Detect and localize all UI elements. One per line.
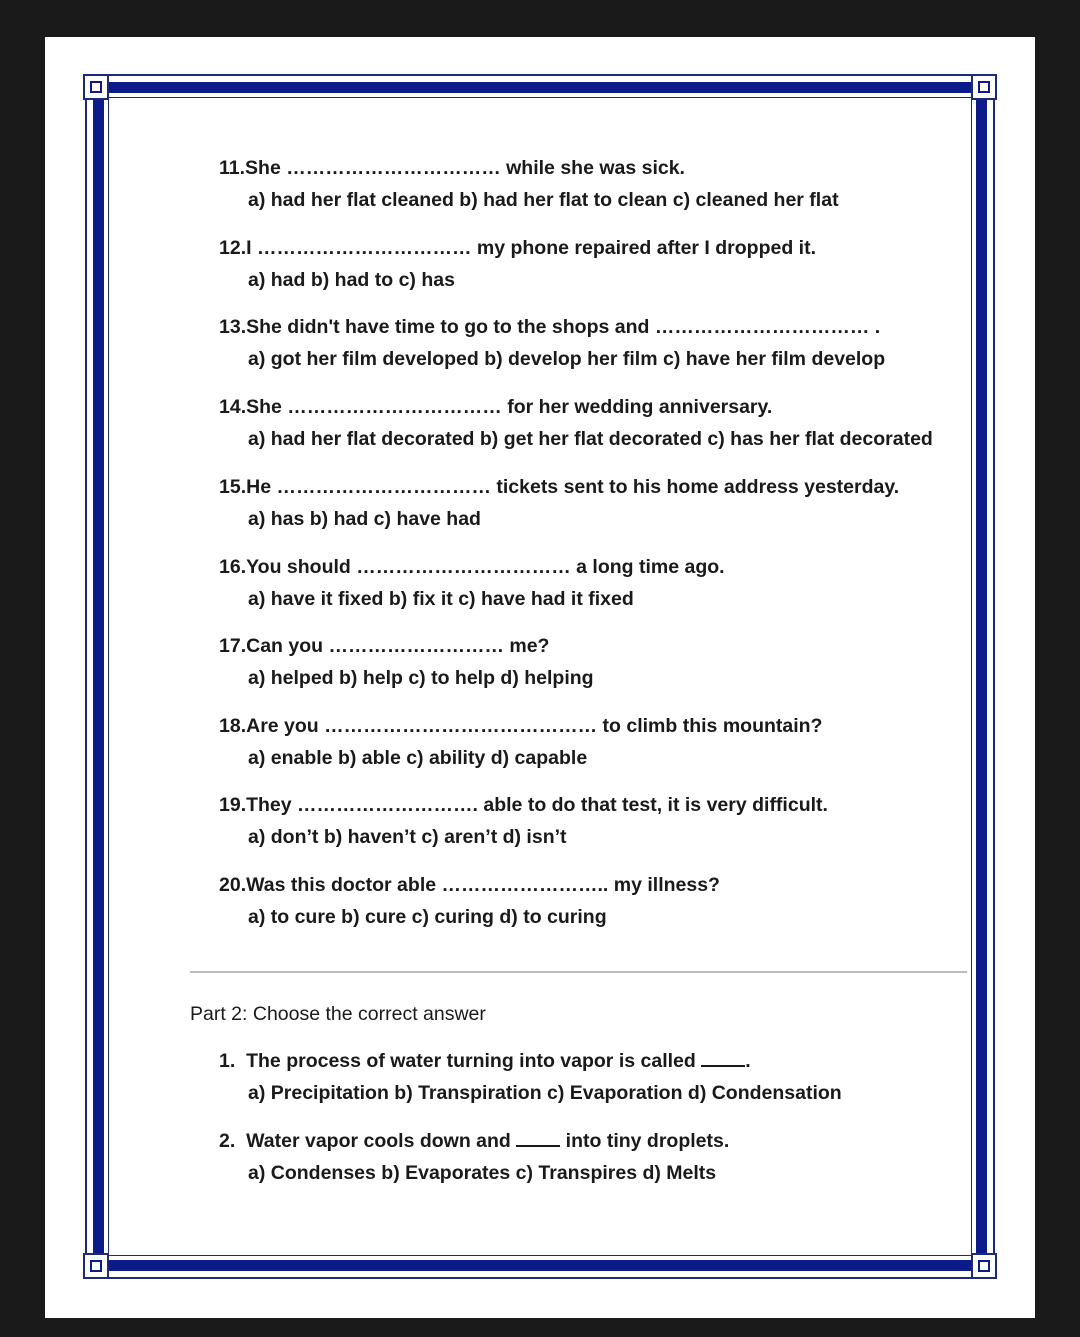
question-15	[219, 471, 899, 535]
question-stem: 12.I …………………………… my phone repaired after I dropped it.	[219, 237, 817, 259]
question-12	[219, 232, 816, 296]
question-stem: 16.You should …………………………… a long time ago.	[219, 556, 725, 578]
question-stem: 17.Can you ……………………… me?	[219, 635, 550, 657]
question-16	[219, 551, 725, 615]
question-11	[219, 152, 839, 216]
part2-question-2	[219, 1125, 729, 1189]
question-14	[219, 391, 933, 455]
question-stem: 19.They ………………………. able to do that test, it is very difficult.	[219, 794, 828, 816]
part2-question-1	[219, 1045, 842, 1109]
question-19	[219, 789, 828, 853]
question-17	[219, 630, 594, 694]
part2-heading: Part 2: Choose the correct answer	[190, 1003, 486, 1025]
answer-blank	[516, 1127, 560, 1147]
question-stem: 15.He …………………………… tickets sent to his home address yesterday.	[219, 476, 900, 498]
question-stem: 1. The process of water turning into vapor is called .	[219, 1045, 842, 1077]
question-options: a) Precipitation b) Transpiration c) Evaporation d) Condensation	[248, 1082, 842, 1104]
question-options: a) has b) had c) have had	[248, 508, 481, 530]
question-options: a) don’t b) haven’t c) aren’t d) isn’t	[248, 826, 567, 848]
question-options: a) helped b) help c) to help d) helping	[248, 667, 594, 689]
border-corner-ornament	[971, 1253, 997, 1279]
question-options: a) Condenses b) Evaporates c) Transpires d) Melts	[248, 1162, 717, 1184]
border-corner-ornament	[971, 74, 997, 100]
question-stem: 20.Was this doctor able …………………….. my illness?	[219, 874, 720, 896]
question-options: a) enable b) able c) ability d) capable	[248, 747, 588, 769]
question-stem: 13.She didn't have time to go to the shops and …………………………… .	[219, 316, 881, 338]
question-stem: 2. Water vapor cools down and into tiny droplets.	[219, 1125, 729, 1157]
border-corner-ornament	[83, 1253, 109, 1279]
question-options: a) had b) had to c) has	[248, 269, 455, 291]
answer-blank	[701, 1047, 745, 1067]
question-options: a) had her flat cleaned b) had her flat to clean c) cleaned her flat	[248, 189, 839, 211]
question-18	[219, 710, 822, 774]
question-options: a) to cure b) cure c) curing d) to curing	[248, 906, 607, 928]
question-options: a) have it fixed b) fix it c) have had it fixed	[248, 588, 634, 610]
question-stem: 18.Are you …………………………………… to climb this mountain?	[219, 715, 823, 737]
question-options: a) got her film developed b) develop her film c) have her film develop	[248, 348, 886, 370]
question-13	[219, 311, 885, 375]
question-stem: 11.She …………………………… while she was sick.	[219, 157, 685, 179]
worksheet-page	[45, 37, 1035, 1318]
question-20	[219, 869, 720, 933]
section-divider	[190, 971, 967, 973]
border-corner-ornament	[83, 74, 109, 100]
question-stem: 14.She …………………………… for her wedding anniversary.	[219, 396, 773, 418]
question-options: a) had her flat decorated b) get her flat decorated c) has her flat decorated	[248, 428, 933, 450]
